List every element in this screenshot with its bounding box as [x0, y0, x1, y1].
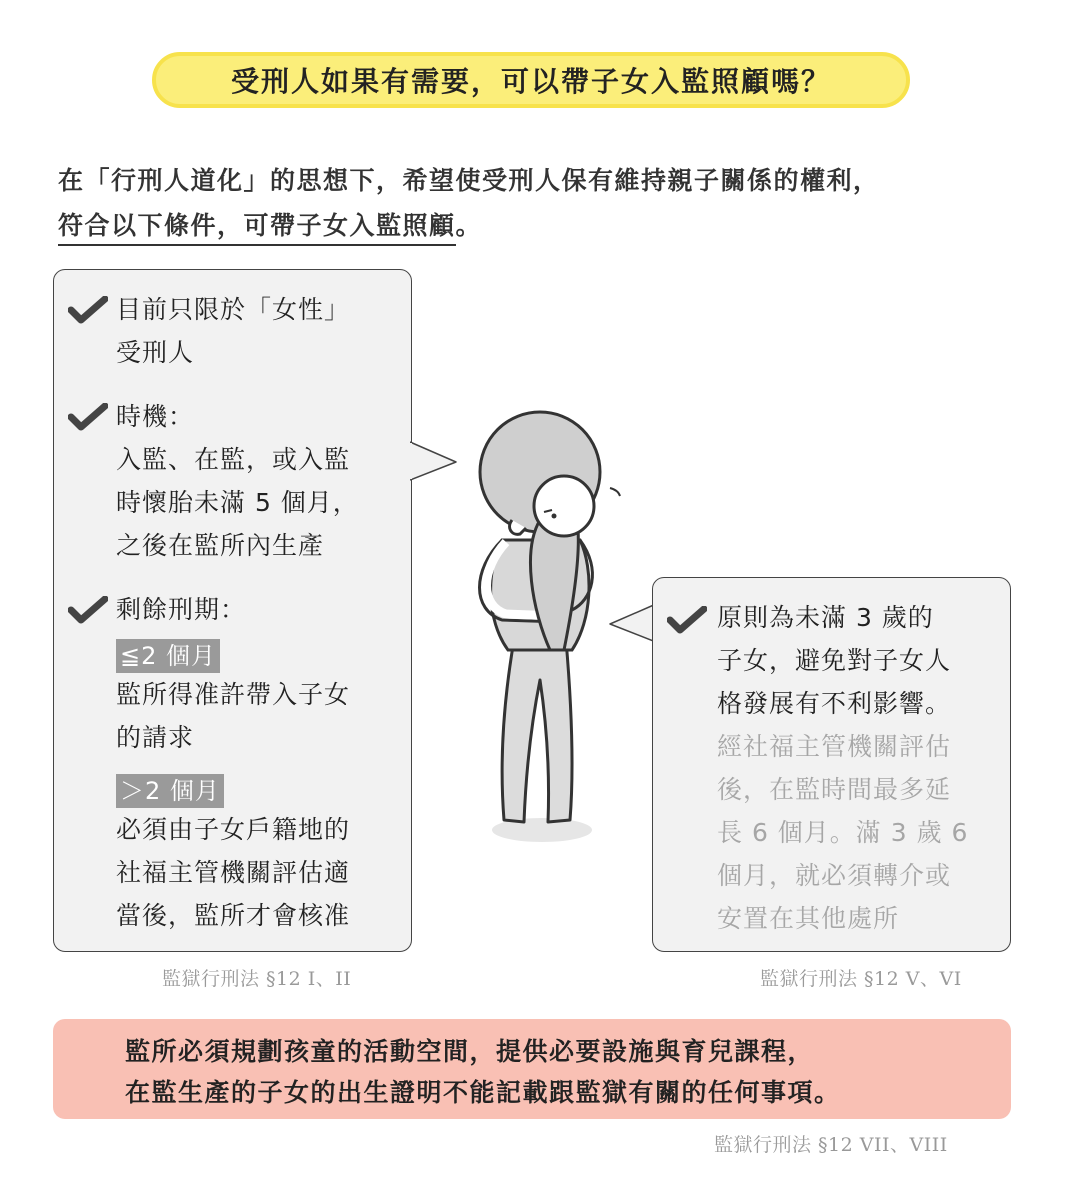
note-line-2: 在監生產的子女的出生證明不能記載跟監獄有關的任何事項。: [125, 1078, 841, 1107]
age-rule-line: 子女，避免對子女人: [717, 646, 952, 675]
condition-gender-line: 目前只限於「女性」: [116, 295, 351, 324]
child-age-rule: [717, 596, 968, 940]
term-le-2-text: 監所得准許帶入子女: [116, 680, 351, 709]
condition-remaining-term: [116, 588, 350, 937]
left-bubble-tail: [410, 440, 460, 484]
left-speech-bubble: [53, 269, 412, 952]
remaining-term-heading: 剩餘刑期：: [116, 595, 247, 624]
age-rule-line: 格發展有不利影響。: [717, 689, 952, 718]
page-title: 受刑人如果有需要，可以帶子女入監照顧嗎？: [230, 65, 831, 98]
source-citation-bottom: 監獄行刑法 §12 VII、VIII: [714, 1134, 948, 1156]
source-citation-left: 監獄行刑法 §12 I、II: [162, 968, 352, 990]
term-gt-2-text: 當後，監所才會核准: [116, 901, 351, 930]
right-speech-bubble: [652, 577, 1011, 952]
source-citation-right: 監獄行刑法 §12 V、VI: [760, 968, 962, 990]
condition-timing-line: 時機：: [116, 402, 195, 431]
right-bubble-tail: [608, 602, 656, 646]
condition-timing-line: 入監、在監，或入監: [116, 445, 351, 474]
intro-line-2: 符合以下條件，可帶子女入監照顧: [58, 208, 456, 246]
extension-note-line: 長 6 個月。滿 3 歲 6: [717, 818, 969, 847]
condition-gender-line: 受刑人: [116, 338, 195, 367]
note-line-1: 監所必須規劃孩童的活動空間，提供必要設施與育兒課程，: [125, 1037, 815, 1066]
extension-note-line: 安置在其他處所: [717, 904, 900, 933]
term-gt-2-text: 社福主管機關評估適: [116, 858, 351, 887]
condition-gender: [116, 288, 350, 374]
intro-line-2-wrap: [58, 203, 880, 248]
page-title-banner: [152, 52, 910, 108]
term-gt-2-text: 必須由子女戶籍地的: [116, 815, 351, 844]
term-le-2-text: 的請求: [116, 723, 195, 752]
age-rule-line: 原則為未滿 3 歲的: [717, 603, 934, 632]
tag-row-2: [116, 769, 350, 806]
facility-requirements-note: [53, 1019, 1011, 1119]
intro-line-2-end: 。: [455, 211, 483, 240]
intro-paragraph: [58, 158, 880, 248]
condition-timing-line: 之後在監所內生產: [116, 531, 325, 560]
check-icon: [68, 596, 108, 624]
term-tag-gt-2: ＞2 個月: [116, 774, 224, 808]
check-icon: [68, 296, 108, 324]
condition-timing: [116, 395, 359, 567]
term-tag-le-2: ≦2 個月: [116, 639, 220, 673]
tag-row-1: [116, 634, 350, 671]
check-icon: [667, 606, 707, 634]
check-icon: [68, 403, 108, 431]
extension-note-line: 個月，就必須轉介或: [717, 861, 952, 890]
condition-timing-line: 時懷胎未滿 5 個月，: [116, 488, 359, 517]
intro-line-1: 在「行刑人道化」的思想下，希望使受刑人保有維持親子關係的權利，: [58, 166, 880, 195]
extension-note-line: 後，在監時間最多延: [717, 775, 952, 804]
extension-note-line: 經社福主管機關評估: [717, 732, 952, 761]
